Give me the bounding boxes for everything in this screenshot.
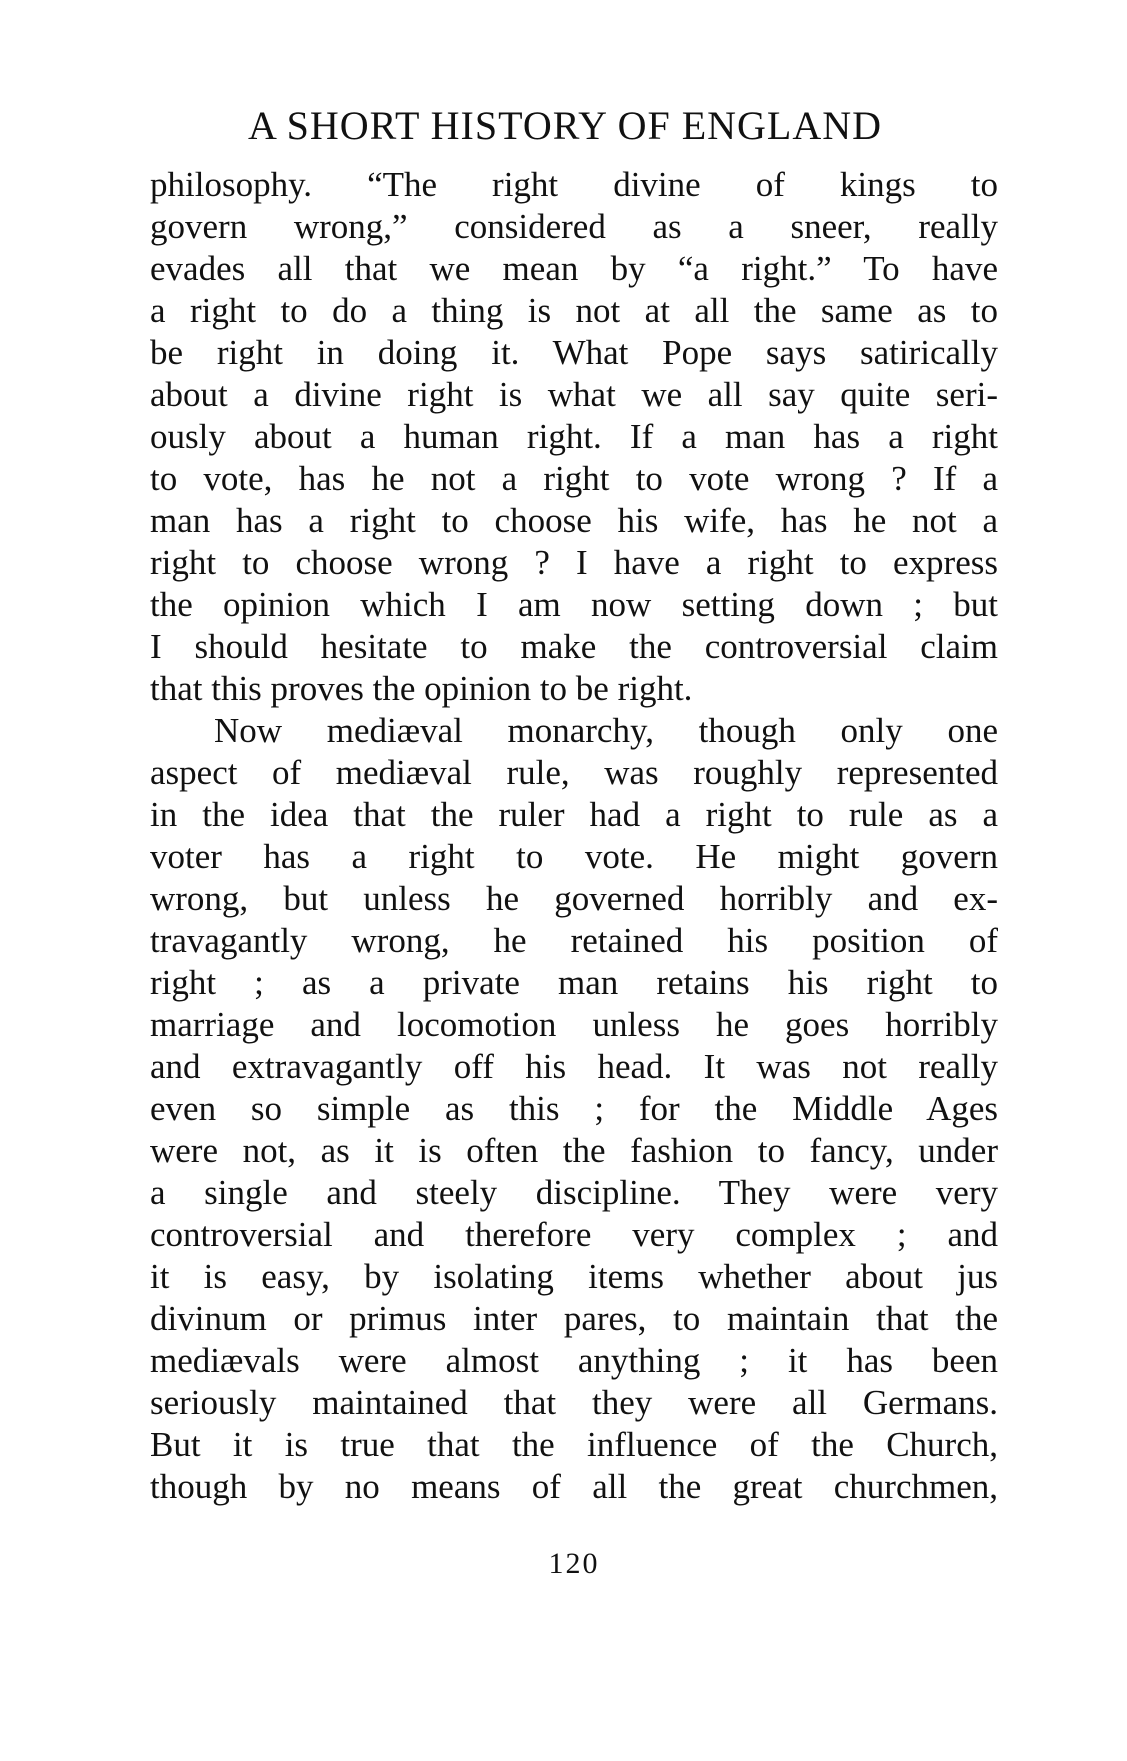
paragraph (150, 710, 998, 1508)
text-line: ously about a human right. If a man has a right (150, 417, 998, 456)
text-line: though by no means of all the great churchmen, (150, 1467, 998, 1506)
text-line: govern wrong,” considered as a sneer, really (150, 207, 998, 246)
text-line: Now mediæval monarchy, though only one (214, 711, 998, 750)
text-line: right to choose wrong ? I have a right to express (150, 543, 998, 582)
text-line: But it is true that the influence of the Church, (150, 1425, 998, 1464)
text-line: the opinion which I am now setting down ; but (150, 585, 998, 624)
text-line: voter has a right to vote. He might govern (150, 837, 998, 876)
text-line: right ; as a private man retains his right to (150, 963, 998, 1002)
text-line: mediævals were almost anything ; it has been (150, 1341, 998, 1380)
text-line: travagantly wrong, he retained his position of (150, 921, 998, 960)
text-line: seriously maintained that they were all Germans. (150, 1383, 998, 1422)
text-line: evades all that we mean by “a right.” To have (150, 249, 998, 288)
text-line: a right to do a thing is not at all the same as to (150, 291, 998, 330)
text-line: about a divine right is what we all say quite seri- (150, 375, 998, 414)
text-line: and extravagantly off his head. It was not really (150, 1047, 998, 1086)
text-line: wrong, but unless he governed horribly and ex- (150, 879, 998, 918)
text-line: be right in doing it. What Pope says satirically (150, 333, 998, 372)
running-head: A SHORT HISTORY OF ENGLAND (247, 103, 883, 148)
text-line: marriage and locomotion unless he goes horribly (150, 1005, 998, 1044)
paragraph (150, 164, 998, 710)
body-text (150, 164, 998, 1508)
text-line: it is easy, by isolating items whether about jus (150, 1257, 998, 1296)
text-line: divinum or primus inter pares, to maintain that the (150, 1299, 998, 1338)
text-line: a single and steely discipline. They were very (150, 1173, 998, 1212)
text-line: man has a right to choose his wife, has he not a (150, 501, 998, 540)
text-line: to vote, has he not a right to vote wrong ? If a (150, 459, 998, 498)
text-line: even so simple as this ; for the Middle Ages (150, 1089, 998, 1128)
text-line: I should hesitate to make the controversial claim (150, 627, 998, 666)
page-number: 120 (548, 1547, 600, 1580)
text-line: controversial and therefore very complex ; and (150, 1215, 998, 1254)
text-line: in the idea that the ruler had a right to rule as a (150, 795, 998, 834)
text-line: philosophy. “The right divine of kings to (150, 165, 998, 204)
text-line: were not, as it is often the fashion to fancy, under (150, 1131, 998, 1170)
text-line: that this proves the opinion to be right. (150, 669, 693, 708)
text-line: aspect of mediæval rule, was roughly represented (150, 753, 998, 792)
